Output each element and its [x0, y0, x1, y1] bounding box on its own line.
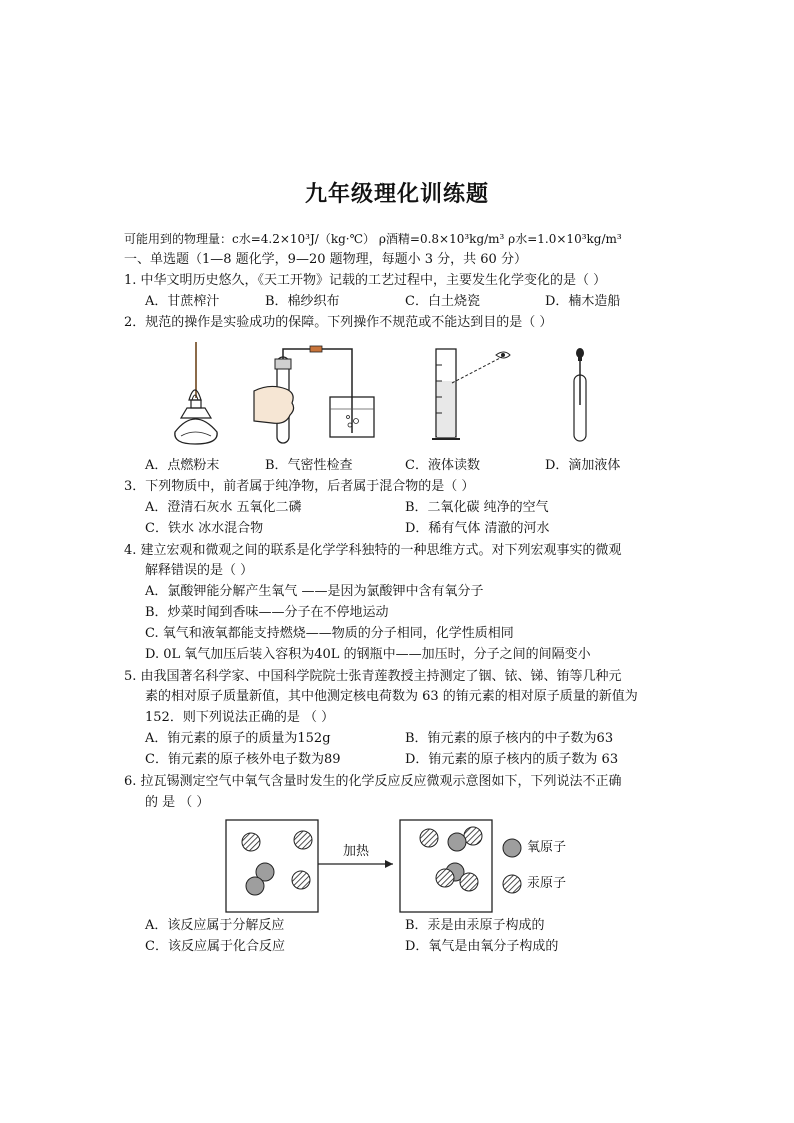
- q1-option-d: D．楠木造船: [545, 294, 621, 309]
- q6-option-a: A．该反应属于分解反应: [145, 918, 285, 933]
- q2-option-d: D．滴加液体: [545, 458, 621, 473]
- question-4-stem-line1: 4. 建立宏观和微观之间的联系是化学学科独特的一种思维方式。对下列宏观事实的微观: [124, 543, 622, 558]
- legend-mercury-label: 汞原子: [527, 876, 567, 891]
- q4-option-a: A．氯酸钾能分解产生氧气 ——是因为氯酸钾中含有氧分子: [145, 584, 484, 599]
- legend-oxygen-label: 氧原子: [527, 840, 567, 855]
- question-5-stem-line1: 5. 由我国著名科学家、中国科学院院士张青莲教授主持测定了铟、铱、锑、铕等几种元: [124, 669, 622, 684]
- section-heading: 一、单选题（1—8 题化学，9—20 题物理，每题小 3 分，共 60 分）: [124, 252, 527, 267]
- q2-option-b: B．气密性检查: [265, 458, 353, 473]
- q1-option-c: C．白土烧瓷: [405, 294, 480, 309]
- q6-option-b: B．汞是由汞原子构成的: [405, 918, 545, 933]
- q5-option-b: B．铕元素的原子核内的中子数为63: [405, 731, 614, 746]
- q3-option-d: D．稀有气体 清澈的河水: [405, 521, 550, 536]
- q5-option-d: D．铕元素的原子核内的质子数为 63: [405, 752, 619, 767]
- q6-option-d: D．氧气是由氧分子构成的: [405, 939, 559, 954]
- question-3-stem: 3．下列物质中，前者属于纯净物，后者属于混合物的是（ ）: [124, 479, 475, 494]
- question-6-stem-line2: 的 是 （ ）: [145, 795, 210, 810]
- q4-option-d: D. 0L 氧气加压后装入容积为40L 的钢瓶中——加压时，分子之间的间隔变小: [145, 647, 591, 662]
- reaction-diagram: [225, 818, 585, 916]
- graduated-cylinder-figure: [430, 345, 520, 445]
- oxygen-atom-legend-icon: [503, 839, 521, 857]
- q4-option-b: B．炒菜时闻到香味——分子在不停地运动: [145, 605, 389, 620]
- q1-option-a: A．甘蔗榨汁: [145, 294, 220, 309]
- mercury-atom-legend-icon: [503, 875, 521, 893]
- q5-option-c: C．铕元素的原子核外电子数为89: [145, 752, 341, 767]
- alcohol-lamp-figure: [165, 340, 225, 450]
- q4-option-c: C. 氧气和液氧都能支持燃烧——物质的分子相同，化学性质相同: [145, 626, 514, 641]
- question-6-stem-line1: 6. 拉瓦锡测定空气中氧气含量时发生的化学反应反应微观示意图如下，下列说法不正确: [124, 774, 622, 789]
- question-5-stem-line2: 素的相对原子质量新值，其中他测定核电荷数为 63 的铕元素的相对原子质量的新值为: [145, 689, 638, 704]
- reaction-arrow-label: 加热: [343, 844, 370, 859]
- q1-option-b: B．棉纱织布: [265, 294, 340, 309]
- q3-option-b: B．二氧化碳 纯净的空气: [405, 500, 549, 515]
- q5-option-a: A．铕元素的原子的质量为152g: [145, 731, 331, 746]
- q6-option-c: C．该反应属于化合反应: [145, 939, 285, 954]
- physical-constants: 可能用到的物理量：c水=4.2×10³J/（kg·℃） ρ酒精=0.8×10³kg/m³ ρ水=1.0×10³kg/m³: [124, 232, 622, 246]
- q2-option-a: A．点燃粉末: [145, 458, 220, 473]
- page-title: 九年级理化训练题: [304, 181, 489, 207]
- question-1-stem: 1. 中华文明历史悠久，《天工开物》记载的工艺过程中，主要发生化学变化的是（ ）: [124, 273, 607, 288]
- q2-option-c: C．液体读数: [405, 458, 480, 473]
- airtightness-check-figure: [252, 345, 377, 445]
- question-4-stem-line2: 解释错误的是（ ）: [145, 563, 254, 578]
- q3-option-c: C．铁水 冰水混合物: [145, 521, 264, 536]
- question-5-stem-line3: 152．则下列说法正确的是 （ ）: [145, 710, 335, 725]
- question-2-stem: 2．规范的操作是实验成功的保障。下列操作不规范或不能达到目的是（ ）: [124, 315, 553, 330]
- q3-option-a: A．澄清石灰水 五氧化二磷: [145, 500, 302, 515]
- dropper-test-tube-figure: [568, 347, 592, 442]
